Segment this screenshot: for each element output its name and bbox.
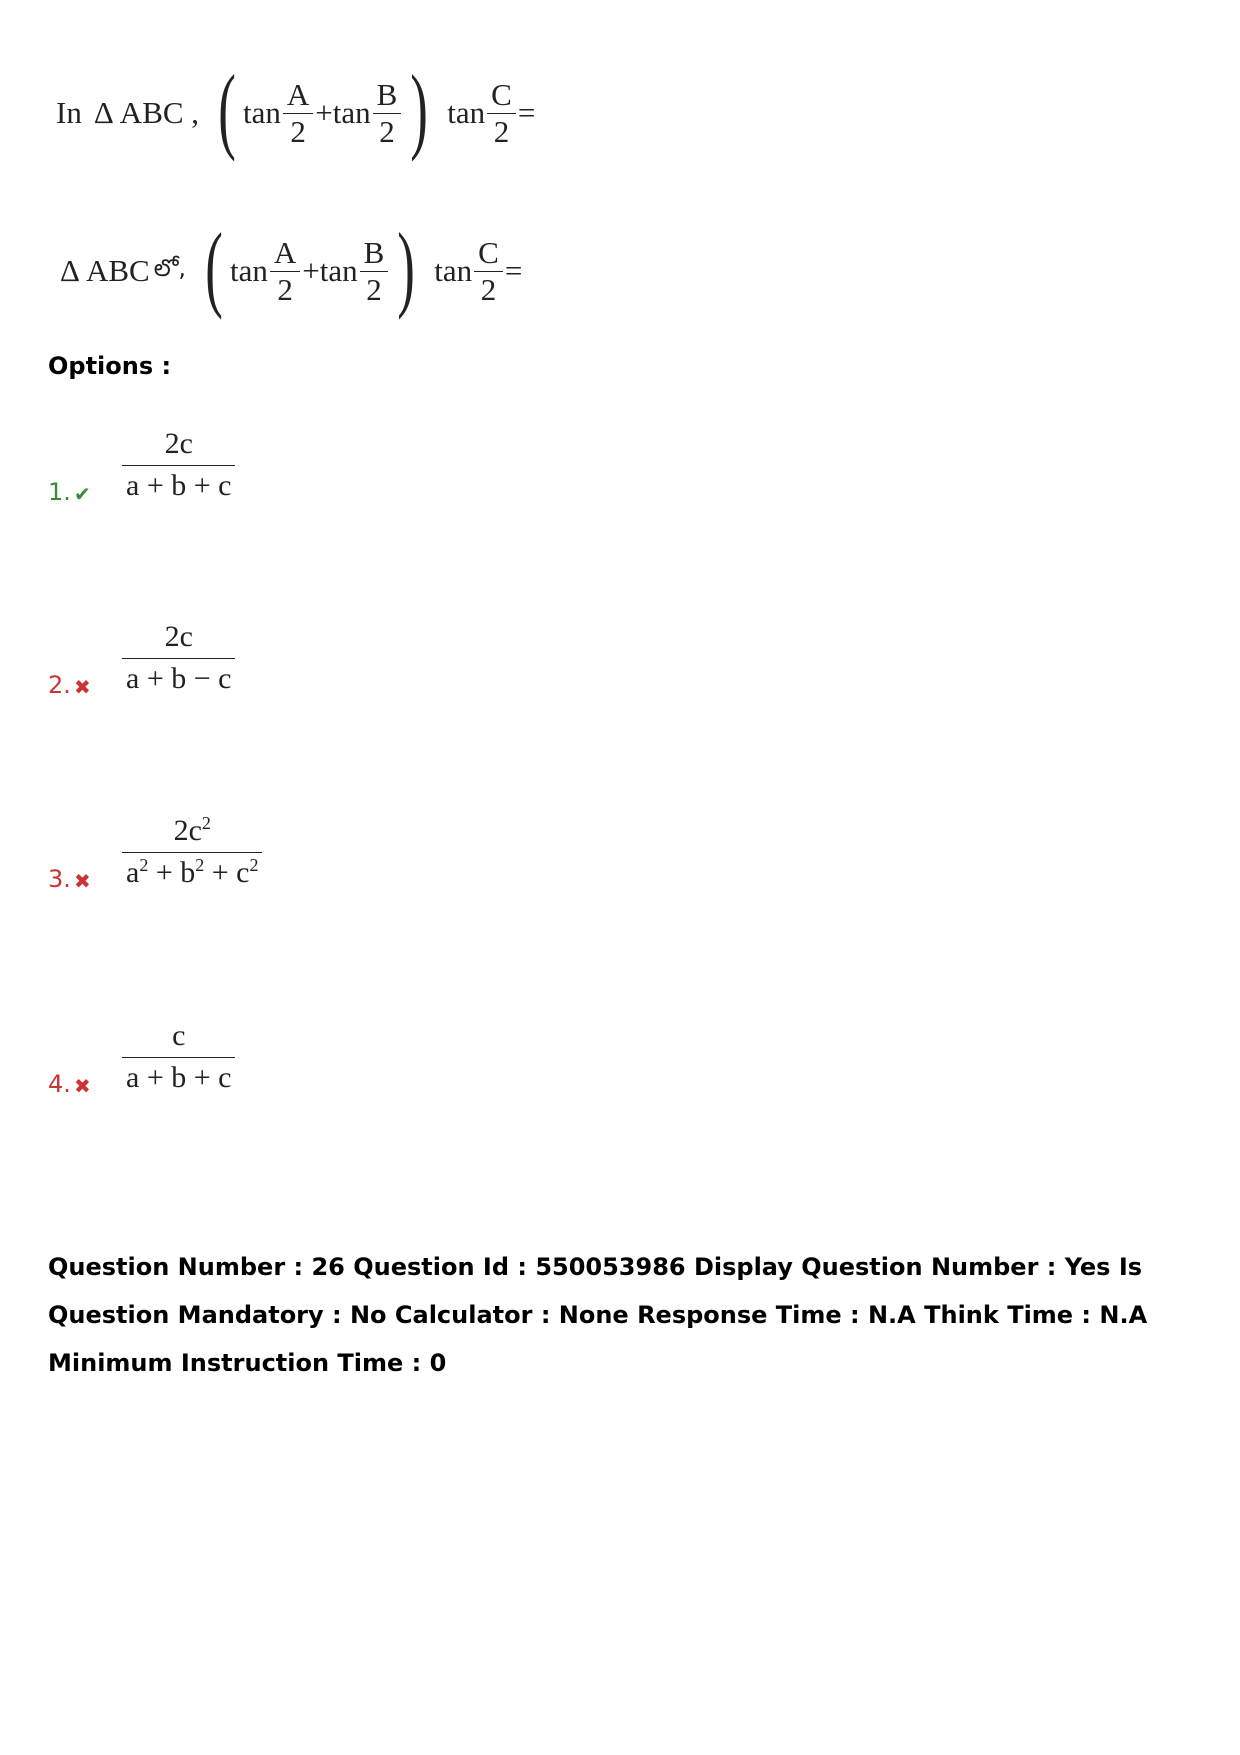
fraction-a-over-2 [283, 77, 313, 149]
triangle-label: Δ ABC , [93, 95, 200, 130]
numerator: 2c [164, 620, 193, 653]
denominator: $a^2 + b^2 + c^2$ [126, 854, 259, 889]
right-paren: ) [410, 55, 429, 162]
triangle-label: Δ ABC [60, 253, 150, 288]
plus-sign: + [302, 253, 320, 288]
numerator: $2c^2$ [173, 813, 211, 847]
denominator: 2 [277, 271, 293, 307]
fraction-c-over-2 [487, 77, 516, 149]
plus-sign: + [315, 95, 333, 130]
question-prefix: In [56, 95, 82, 130]
tan-term: tan [243, 95, 281, 130]
denominator: a + b − c [126, 661, 232, 695]
option-1[interactable] [48, 424, 235, 506]
question-english [56, 55, 536, 162]
denominator: a + b + c [126, 468, 232, 502]
denominator: a + b + c [126, 1060, 232, 1094]
left-paren: ( [205, 213, 223, 320]
fraction-b-over-2 [373, 77, 402, 149]
tan-term: tan [447, 95, 486, 130]
option-2[interactable] [48, 617, 235, 699]
tan-term: tan [434, 253, 473, 288]
tan-term: tan [230, 253, 268, 288]
option-fraction [122, 811, 262, 893]
option-fraction [122, 1016, 235, 1098]
fraction-b-over-2 [360, 235, 389, 307]
numerator: B [376, 76, 398, 112]
denominator: 2 [290, 113, 306, 149]
option-number: 4. [48, 1070, 71, 1098]
numerator: c [172, 1019, 186, 1052]
numerator: C [491, 76, 512, 112]
numerator: 2c [164, 427, 193, 460]
option-fraction [122, 617, 235, 699]
equals-sign: = [517, 95, 536, 130]
option-number: 2. [48, 671, 71, 699]
cross-icon: ✖ [74, 869, 91, 893]
cross-icon: ✖ [74, 675, 91, 699]
denominator: 2 [480, 271, 497, 307]
denominator: 2 [493, 113, 510, 149]
tan-term: tan [332, 95, 371, 130]
tan-term: tan [319, 253, 358, 288]
check-icon: ✔ [74, 482, 91, 506]
fraction-c-over-2 [474, 235, 503, 307]
numerator: B [363, 234, 385, 270]
fraction-a-over-2 [270, 235, 300, 307]
question-telugu [60, 213, 523, 320]
denominator: 2 [379, 113, 395, 149]
question-metadata: Question Number : 26 Question Id : 550053986 Display Question Number : Yes Is Question Mandatory : No Calculator : None Response Time : N.A Think Time : N.A Minimum Instruction Time : 0 [48, 1253, 1148, 1377]
options-label: Options : [48, 352, 172, 380]
cross-icon: ✖ [74, 1074, 91, 1098]
left-paren: ( [218, 55, 236, 162]
option-fraction [122, 424, 235, 506]
numerator: A [286, 76, 310, 112]
numerator: C [478, 234, 499, 270]
right-paren: ) [397, 213, 416, 320]
option-number: 1. [48, 478, 71, 506]
option-number: 3. [48, 865, 71, 893]
denominator: 2 [366, 271, 382, 307]
equals-sign: = [504, 253, 523, 288]
option-4[interactable] [48, 1016, 235, 1098]
numerator: A [273, 234, 297, 270]
telugu-suffix: లో, [153, 254, 187, 282]
option-3[interactable] [48, 811, 262, 893]
